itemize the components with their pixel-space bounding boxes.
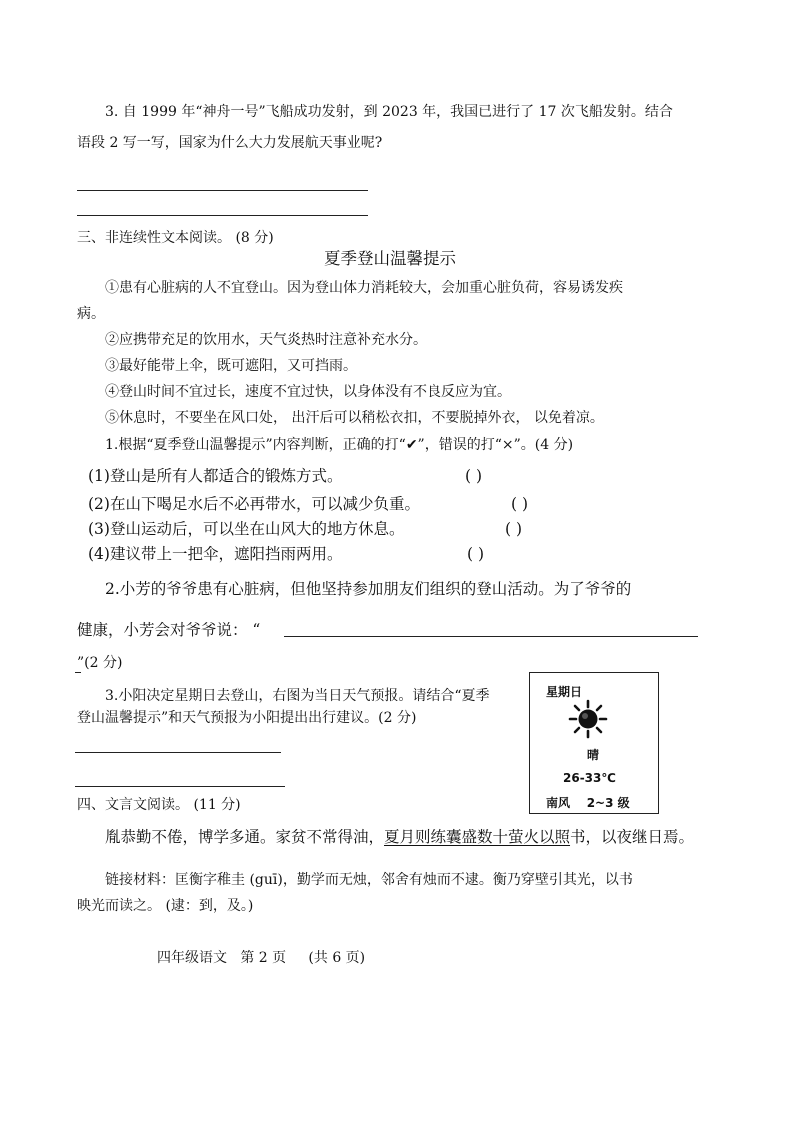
tip-1-line-1: ①患有心脏病的人不宜登山。因为登山体力消耗较大，会加重心脏负荷，容易诱发疾 <box>105 280 623 296</box>
judgement-item-4: (4)建议带上一把伞，遮阳挡雨两用。 <box>88 545 343 563</box>
question-3-line-2: 语段 2 写一写，国家为什么大力发展航天事业呢? <box>77 135 383 151</box>
classical-passage <box>105 828 694 847</box>
tip-2: ②应携带充足的饮用水，天气炎热时注意补充水分。 <box>105 332 427 348</box>
judgement-item-3: (3)登山运动后，可以坐在山风大的地方休息。 <box>88 520 405 538</box>
tip-3: ③最好能带上伞，既可遮阳，又可挡雨。 <box>105 358 357 374</box>
answer-paren-4[interactable]: ( ) <box>467 545 485 563</box>
page-footer: 四年级语文 第 2 页 (共 6 页) <box>157 950 366 966</box>
answer-line-stub <box>75 672 81 673</box>
passage-part-1: 胤恭勤不倦，博学多通。家贫不常得油， <box>105 828 385 846</box>
question-3-line-2: 登山温馨提示”和天气预报为小阳提出出行建议。(2 分) <box>77 710 417 726</box>
question-1-stem: 1.根据“夏季登山温馨提示”内容判断，正确的打“✔”，错误的打“×”。(4 分) <box>105 437 574 453</box>
weather-wind: 南风 2~3 级 <box>546 796 630 810</box>
passage-title: 夏季登山温馨提示 <box>324 249 456 268</box>
question-2-line-1: 2.小芳的爷爷患有心脏病，但他坚持参加朋友们组织的登山活动。为了爷爷的 <box>105 580 632 598</box>
answer-line[interactable] <box>75 786 285 787</box>
judgement-item-1: (1)登山是所有人都适合的锻炼方式。 <box>88 467 343 485</box>
answer-line[interactable] <box>77 190 368 191</box>
judgement-item-2: (2)在山下喝足水后不必再带水，可以减少负重。 <box>88 495 420 513</box>
weather-temperature: 26-33℃ <box>563 771 616 785</box>
question-3-line-1: 3.小阳决定星期日去登山，右图为当日天气预报。请结合“夏季 <box>105 688 490 704</box>
weather-day: 星期日 <box>546 685 583 699</box>
answer-line[interactable] <box>77 215 368 216</box>
section-3-heading: 三、非连续性文本阅读。 (8 分) <box>77 230 274 246</box>
answer-line[interactable] <box>75 752 281 753</box>
answer-paren-3[interactable]: ( ) <box>505 520 523 538</box>
weather-condition: 晴 <box>587 748 600 762</box>
sun-icon <box>568 699 608 739</box>
answer-line[interactable] <box>284 636 698 637</box>
tip-4: ④登山时间不宜过长，速度不宜过快，以身体没有不良反应为宜。 <box>105 384 511 400</box>
weather-forecast-card <box>529 672 659 814</box>
answer-paren-2[interactable]: ( ) <box>511 495 529 513</box>
underlined-sentence: 夏月则练囊盛数十萤火以照 <box>384 828 571 846</box>
tip-1-line-2: 病。 <box>77 306 105 322</box>
question-2-end: ”(2 分) <box>77 655 123 671</box>
question-2-line-2: 健康，小芳会对爷爷说： “ <box>77 621 261 639</box>
passage-part-2: 书，以夜继日焉。 <box>570 828 695 846</box>
link-material-line-2: 映光而读之。 (逮：到，及。) <box>77 898 254 914</box>
question-3-line-1: 3. 自 1999 年“神舟一号”飞船成功发射，到 2023 年，我国已进行了 17 次飞船发射。结合 <box>105 104 673 120</box>
answer-paren-1[interactable]: ( ) <box>465 467 483 485</box>
link-material-line-1: 链接材料：匡衡字稚圭 (guī)，勤学而无烛，邻舍有烛而不逮。衡乃穿壁引其光，以书 <box>105 872 633 888</box>
tip-5: ⑤休息时，不要坐在风口处， 出汗后可以稍松衣扣，不要脱掉外衣， 以免着凉。 <box>105 410 604 426</box>
section-4-heading: 四、文言文阅读。 (11 分) <box>77 797 241 813</box>
